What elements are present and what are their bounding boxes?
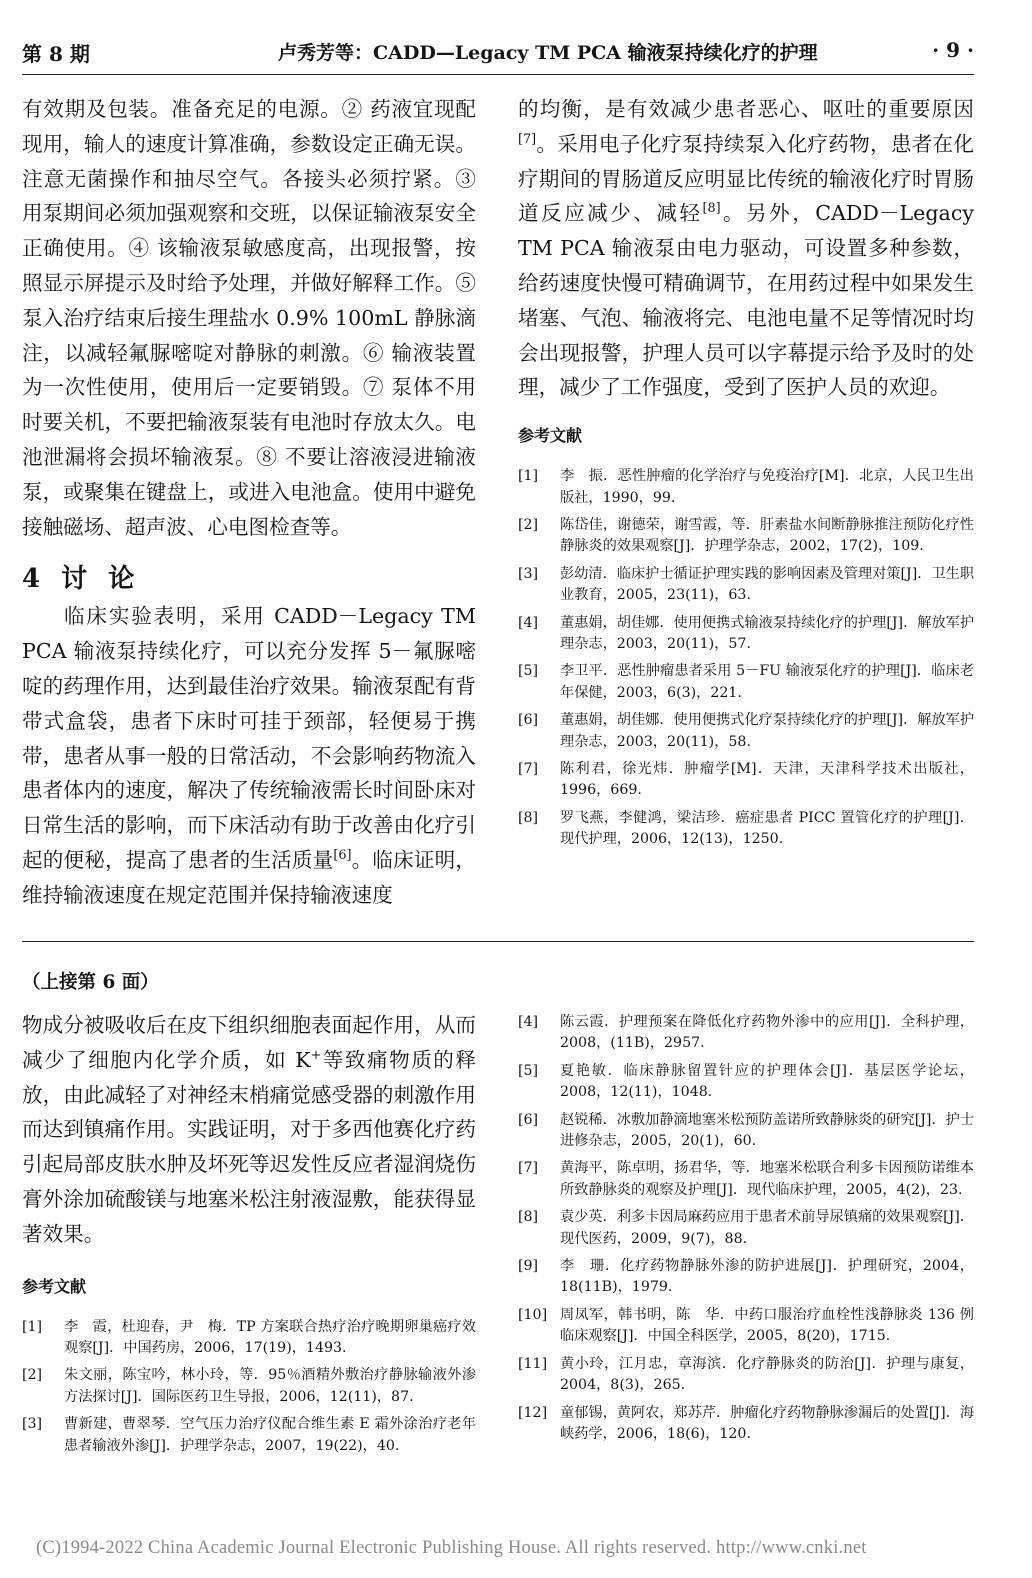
body-text: 。另外，CADD－Legacy TM PCA 输液泵由电力驱动，可设置多种参数，给药速度快慢可精确调节，在用药过程中如果发生堵塞、气泡、输液将完、电池电量不足等情况时均会出现报警，护理人员可以字幕提示给予及时的处理，减少了工作强度，受到了医护人员的欢迎。 <box>518 201 981 400</box>
body-text: 物成分被吸收后在皮下组织细胞表面起作用，从而减少了细胞内化学介质，如 K <box>22 1013 476 1072</box>
discussion-text: 。临床证明，维持输液速度在规定范围并保持输液速度 <box>22 847 477 907</box>
reference-text: 李 振．恶性肿瘤的化学治疗与免疫治疗[M]．北京，人民卫生出版社，1990，99. <box>560 468 974 506</box>
references-heading: 参考文献 <box>22 1276 87 1296</box>
reference-number: [5] <box>518 663 539 680</box>
reference-text: 朱文丽，陈宝吟，林小玲，等．95％酒精外敷治疗静脉输液外渗方法探讨[J]．国际医药卫生导报，2006，12(11)，87. <box>64 1367 476 1405</box>
body-paragraph <box>518 92 981 405</box>
section-divider <box>22 941 974 942</box>
lower-right-column <box>518 1012 974 1451</box>
reference-item <box>22 1365 476 1408</box>
reference-number: [2] <box>22 1367 43 1384</box>
reference-text: 董惠娟，胡佳娜．使用便携式输液泵持续化疗的护理[J]．解放军护理杂志，2003，20(11)，57. <box>560 614 975 653</box>
reference-number: [3] <box>22 1416 43 1433</box>
copyright-footer: (C)1994-2022 China Academic Journal Electronic Publishing House. All rights reserved. http://www.cnki.net <box>36 1538 867 1558</box>
reference-list <box>518 1012 974 1445</box>
reference-text: 周凤军，韩书明，陈 华．中药口服治疗血栓性浅静脉炎 136 例临床观察[J]．中国全科医学，2005，8(20)，1715. <box>560 1306 974 1345</box>
reference-text: 童郁锡，黄阿农，郑苏芹．肿瘤化疗药物静脉渗漏后的处置[J]．海峡药学，2006，18(6)，120. <box>560 1404 975 1442</box>
body-text: 等致痛物质的释放，由此减轻了对神经末梢痛觉感受器的刺激作用而达到镇痛作用。实践证明，对于多西他赛化疗药引起局部皮肤水肿及坏死等迟发性反应者湿润烧伤膏外涂加硫酸镁与地塞米松注射液湿敷，能获得显著效果。 <box>22 1047 476 1246</box>
reference-number: [9] <box>518 1258 539 1275</box>
reference-item <box>518 1305 974 1348</box>
reference-text: 曹新建，曹翠琴．空气压力治疗仪配合维生素 E 霜外涂治疗老年患者输液外渗[J]．护理学杂志，2007，19(22)，40. <box>64 1416 476 1454</box>
reference-text: 罗飞燕，李健鸿，梁洁珍．癌症患者 PICC 置管化疗的护理[J]．现代护理，2006，12(13)，1250. <box>560 809 974 848</box>
running-title: 卢秀芳等：CADD—Legacy TM PCA 输液泵持续化疗的护理 <box>278 42 818 64</box>
section-heading: 4 讨 论 <box>22 564 141 595</box>
reference-text: 李 珊．化疗药物静脉外渗的防护进展[J]．护理研究，2004，18(11B)，1979. <box>560 1258 974 1296</box>
discussion-text: 临床实验表明，采用 CADD－Legacy TM PCA 输液泵持续化疗，可以充分发挥 5－氟脲嘧啶的药理作用，达到最佳治疗效果。输液泵配有背带式盒袋，患者下床时可挂于颈部，轻便易于携带，患者从事一般的日常活动，不会影响药物流入患者体内的速度，解决了传统输液需长时间卧床对日常生活的影响，而下床活动有助于改善由化疗引起的便秘，提高了患者的生活质量 <box>22 604 483 872</box>
reference-item <box>22 1414 476 1457</box>
continued-from-label: （上接第 6 面） <box>22 972 159 993</box>
reference-item <box>518 564 974 607</box>
reference-text: 夏艳敏．临床静脉留置针应的护理体会[J]．基层医学论坛，2008，12(11)，1048. <box>560 1062 974 1101</box>
reference-number: [5] <box>518 1062 539 1079</box>
body-paragraph: 有效期及包装。准备充足的电源。② 药液宜现配现用，输人的速度计算准确，参数设定正确无误。注意无菌操作和抽尽空气。各接头必须拧紧。③ 用泵期间必须加强观察和交班，以保证输液泵安全正确使用。④ 该输液泵敏感度高，出现报警，按照显示屏提示及时给予处理，并做好解释工作。⑤ 泵入治疗结束后接生理盐水 0.9% 100mL 静脉滴注，以减轻氟脲嘧啶对静脉的刺激。⑥ 输液装置为一次性使用，使用后一定要销毁。⑦ 泵体不用时要关机，不要把输液泵装有电池时存放太久。电池泄漏将会损坏输液泵。⑧ 不要让溶液浸进输液泵，或聚集在键盘上，或进入电池盒。使用中避免接触磁场、超声波、心电图检查等。 <box>22 97 483 539</box>
reference-number: [8] <box>518 1209 539 1226</box>
reference-number: [10] <box>518 1306 548 1323</box>
reference-item <box>518 661 974 704</box>
reference-item <box>518 1110 974 1153</box>
reference-item <box>518 1256 974 1299</box>
citation-ref: [7] <box>518 131 537 147</box>
reference-text: 陈云霞．护理预案在降低化疗药物外渗中的应用[J]．全科护理，2008，(11B)，2957. <box>560 1014 974 1052</box>
reference-number: [6] <box>518 712 539 729</box>
citation-ref: [6] <box>333 848 352 864</box>
reference-text: 李 霞，杜迎春，尹 梅．TP 方案联合热疗治疗晚期卵巢癌疗效观察[J]．中国药房，2006，17(19)，1493. <box>64 1318 476 1356</box>
reference-text: 董惠娟，胡佳娜．使用便携式化疗泵持续化疗的护理[J]．解放军护理杂志，2003，20(11)，58. <box>560 712 975 750</box>
reference-number: [4] <box>518 614 539 631</box>
reference-text: 袁少英．利多卡因局麻药应用于患者术前导尿镇痛的效果观察[J]．现代医药，2009，9(7)，88. <box>560 1209 975 1247</box>
lower-left-column <box>22 1008 476 1463</box>
references-heading: 参考文献 <box>518 426 583 446</box>
body-paragraph <box>22 1008 476 1252</box>
reference-item <box>518 466 974 509</box>
reference-text: 赵锐稀．冰敷加静滴地塞米松预防盖诺所致静脉炎的研究[J]．护士进修杂志，2005，20(1)，60. <box>560 1111 975 1150</box>
upper-left-column <box>22 92 483 913</box>
reference-item <box>518 759 974 802</box>
reference-list <box>518 466 974 851</box>
reference-item <box>518 1354 974 1397</box>
upper-right-column <box>518 92 981 857</box>
superscript: + <box>310 1047 322 1063</box>
reference-text: 陈利君，徐光炜．肿瘤学[M]．天津，天津科学技术出版社，1996，669. <box>560 761 974 799</box>
reference-number: [2] <box>518 516 539 533</box>
reference-text: 黄小玲，江月忠，章海滨．化疗静脉炎的防治[J]．护理与康复，2004，8(3)，265. <box>560 1355 974 1394</box>
reference-number: [7] <box>518 761 539 778</box>
reference-item <box>518 613 974 656</box>
reference-item <box>518 1158 974 1201</box>
reference-number: [6] <box>518 1111 539 1128</box>
reference-text: 陈岱佳，谢德荣，谢雪霞，等．肝素盐水间断静脉推注预防化疗性静脉炎的效果观察[J]．护理学杂志，2002，17(2)，109. <box>560 516 974 555</box>
reference-item <box>22 1317 476 1360</box>
reference-text: 李卫平．恶性肿瘤患者采用 5－FU 输液泵化疗的护理[J]．临床老年保健，2003，6(3)，221. <box>560 663 974 701</box>
reference-number: [1] <box>518 468 539 485</box>
reference-item <box>518 515 974 558</box>
reference-text: 彭幼清．临床护士循证护理实践的影响因素及管理对策[J]．卫生职业教育，2005，23(11)，63. <box>560 565 975 604</box>
running-header <box>22 30 974 70</box>
reference-number: [1] <box>22 1318 43 1335</box>
citation-ref: [8] <box>702 201 721 217</box>
reference-number: [7] <box>518 1160 539 1177</box>
reference-list <box>22 1317 476 1457</box>
body-text: 的均衡，是有效减少患者恶心、呕吐的重要原因 <box>518 97 974 121</box>
reference-item <box>518 1012 974 1055</box>
reference-item <box>518 710 974 753</box>
header-rule <box>22 74 974 75</box>
page-number: · 9 · <box>932 38 974 62</box>
reference-number: [12] <box>518 1404 548 1421</box>
reference-item <box>518 1403 974 1446</box>
reference-number: [4] <box>518 1014 539 1030</box>
reference-number: [11] <box>518 1355 548 1372</box>
issue-number: 第 8 期 <box>22 42 90 66</box>
reference-number: [8] <box>518 809 539 826</box>
reference-item <box>518 1207 974 1250</box>
reference-number: [3] <box>518 565 539 582</box>
reference-item <box>518 808 974 851</box>
reference-item <box>518 1061 974 1104</box>
body-text: 。采用电子化疗泵持续泵入化疗药物，患者在化疗期间的胃肠道反应明显比传统的输液化疗时胃肠道反应减少、减轻 <box>518 131 974 226</box>
reference-text: 黄海平，陈卓明，扬君华，等．地塞米松联合利多卡因预防诺维本所致静脉炎的观察及护理[J]．现代临床护理，2005，4(2)，23. <box>560 1160 974 1198</box>
discussion-paragraph <box>22 599 483 912</box>
